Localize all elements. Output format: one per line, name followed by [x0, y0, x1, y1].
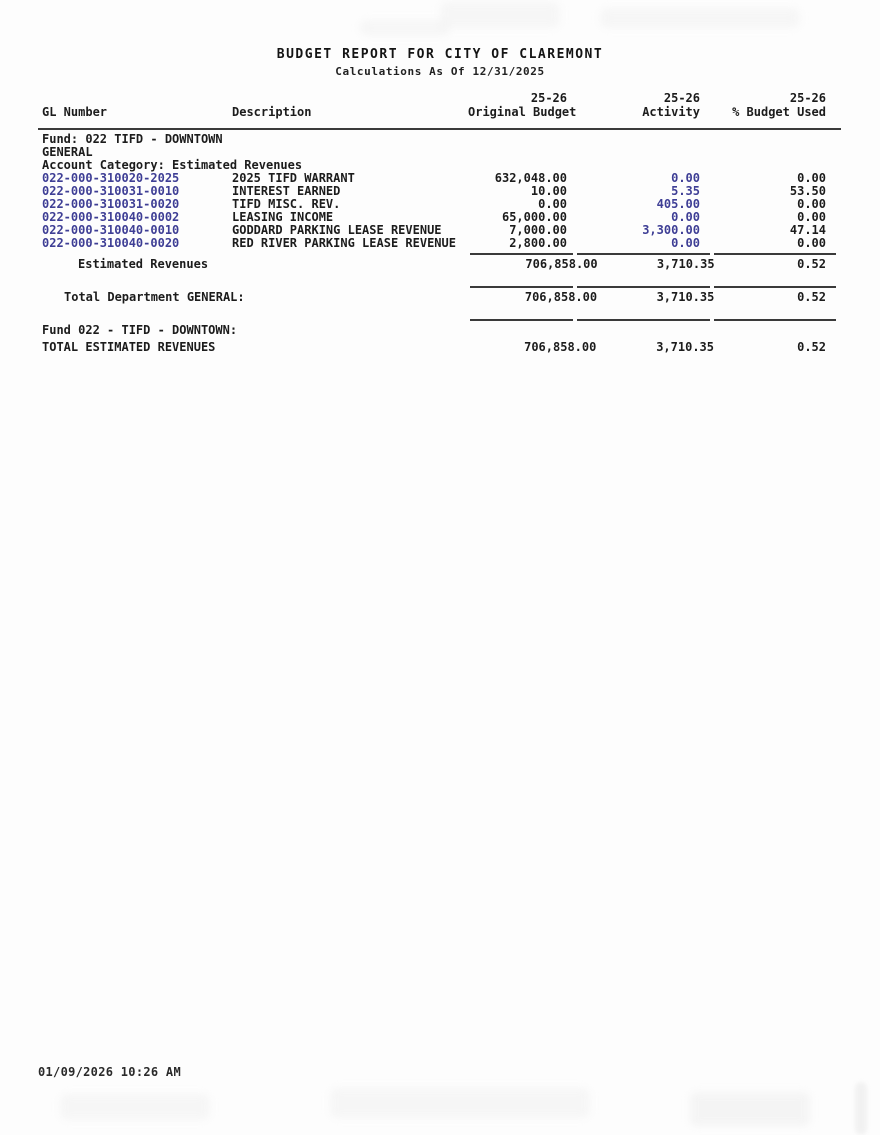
grand-total-budget: 706,858.00	[524, 340, 597, 354]
pct-budget-used-value: 53.50	[789, 184, 826, 198]
column-rule	[714, 253, 836, 255]
gl-number: 022-000-310020-2025	[42, 171, 180, 185]
header-divider-rule	[38, 128, 841, 130]
pct-budget-used-value: 0.00	[797, 171, 826, 185]
column-rule	[577, 286, 710, 288]
pct-budget-used-value: 0.00	[797, 197, 826, 211]
fund-header: Fund: 022 TIFD - DOWNTOWN	[42, 132, 223, 146]
activity-value: 0.00	[671, 236, 700, 250]
description: 2025 TIFD WARRANT	[232, 171, 355, 185]
activity-value: 405.00	[656, 197, 700, 211]
total-department-pct: 0.52	[797, 290, 826, 304]
description: GODDARD PARKING LEASE REVENUE	[232, 223, 442, 237]
grand-total-label: TOTAL ESTIMATED REVENUES	[42, 340, 216, 354]
subtotal-pct: 0.52	[797, 257, 826, 271]
header-activity: Activity	[642, 105, 700, 119]
gl-number: 022-000-310031-0010	[42, 184, 180, 198]
pct-budget-used-value: 0.00	[797, 210, 826, 224]
description: INTEREST EARNED	[232, 184, 341, 198]
original-budget-value: 65,000.00	[501, 210, 567, 224]
original-budget-value: 7,000.00	[509, 223, 567, 237]
period-label-original-budget: 25-26	[530, 91, 567, 105]
subtotal-budget: 706,858.00	[525, 257, 598, 271]
subtotal-estimated-revenues-row	[42, 258, 838, 271]
original-budget-value: 0.00	[538, 197, 567, 211]
gl-number: 022-000-310031-0020	[42, 197, 180, 211]
total-department-budget: 706,858.00	[524, 290, 598, 304]
report-title: BUDGET REPORT FOR CITY OF CLAREMONT	[276, 47, 604, 62]
scan-artifact	[330, 1088, 590, 1118]
period-label-pct: 25-26	[789, 91, 826, 105]
column-rule	[470, 319, 573, 321]
account-category-header: Account Category: Estimated Revenues	[42, 158, 303, 172]
report-subtitle: Calculations As Of 12/31/2025	[335, 65, 545, 78]
table-header-period-row	[42, 92, 838, 105]
department-header: GENERAL	[42, 145, 93, 159]
grand-total-activity: 3,710.35	[656, 340, 714, 354]
grand-total-row	[42, 341, 838, 354]
gl-number: 022-000-310040-0020	[42, 236, 180, 250]
total-department-label: Total Department GENERAL:	[64, 290, 245, 304]
pct-budget-used-value: 47.14	[789, 223, 826, 237]
scan-artifact	[690, 1092, 810, 1126]
header-description: Description	[232, 105, 312, 119]
activity-value: 0.00	[671, 210, 700, 224]
subtotal-rule-row	[42, 286, 838, 289]
header-pct-budget-used: % Budget Used	[732, 105, 826, 119]
fund-total-label: Fund 022 - TIFD - DOWNTOWN:	[42, 323, 238, 337]
column-rule	[577, 319, 710, 321]
table-row	[42, 237, 838, 250]
pct-budget-used-value: 0.00	[797, 236, 826, 250]
gl-number: 022-000-310040-0010	[42, 223, 180, 237]
column-rule	[577, 253, 710, 255]
original-budget-value: 10.00	[530, 184, 567, 198]
grand-total-pct: 0.52	[797, 340, 826, 354]
column-rule	[714, 286, 836, 288]
gl-number: 022-000-310040-0002	[42, 210, 180, 224]
budget-table	[42, 92, 838, 354]
subtotal-rule-row	[42, 253, 838, 256]
subtotal-label: Estimated Revenues	[78, 257, 209, 271]
fund-total-rule-row	[42, 319, 838, 322]
column-rule	[470, 253, 573, 255]
activity-value: 5.35	[671, 184, 700, 198]
header-original-budget: Original Budget	[468, 105, 577, 119]
total-department-row	[42, 291, 838, 304]
activity-value: 3,300.00	[642, 223, 700, 237]
description: RED RIVER PARKING LEASE REVENUE	[232, 236, 456, 250]
header-gl-number: GL Number	[42, 105, 108, 119]
scan-artifact	[60, 1094, 210, 1120]
table-header-labels-row	[42, 106, 838, 119]
activity-value: 0.00	[671, 171, 700, 185]
original-budget-value: 2,800.00	[509, 236, 567, 250]
subtotal-activity: 3,710.35	[656, 257, 715, 271]
scan-artifact	[855, 1082, 867, 1135]
column-rule	[714, 319, 836, 321]
report-timestamp: 01/09/2026 10:26 AM	[38, 1065, 181, 1079]
budget-report-document	[0, 0, 880, 354]
period-label-activity: 25-26	[663, 91, 700, 105]
column-rule	[470, 286, 573, 288]
description: TIFD MISC. REV.	[232, 197, 341, 211]
original-budget-value: 632,048.00	[494, 171, 567, 185]
description: LEASING INCOME	[232, 210, 334, 224]
total-department-activity: 3,710.35	[656, 290, 715, 304]
fund-total-label-row	[42, 324, 838, 337]
